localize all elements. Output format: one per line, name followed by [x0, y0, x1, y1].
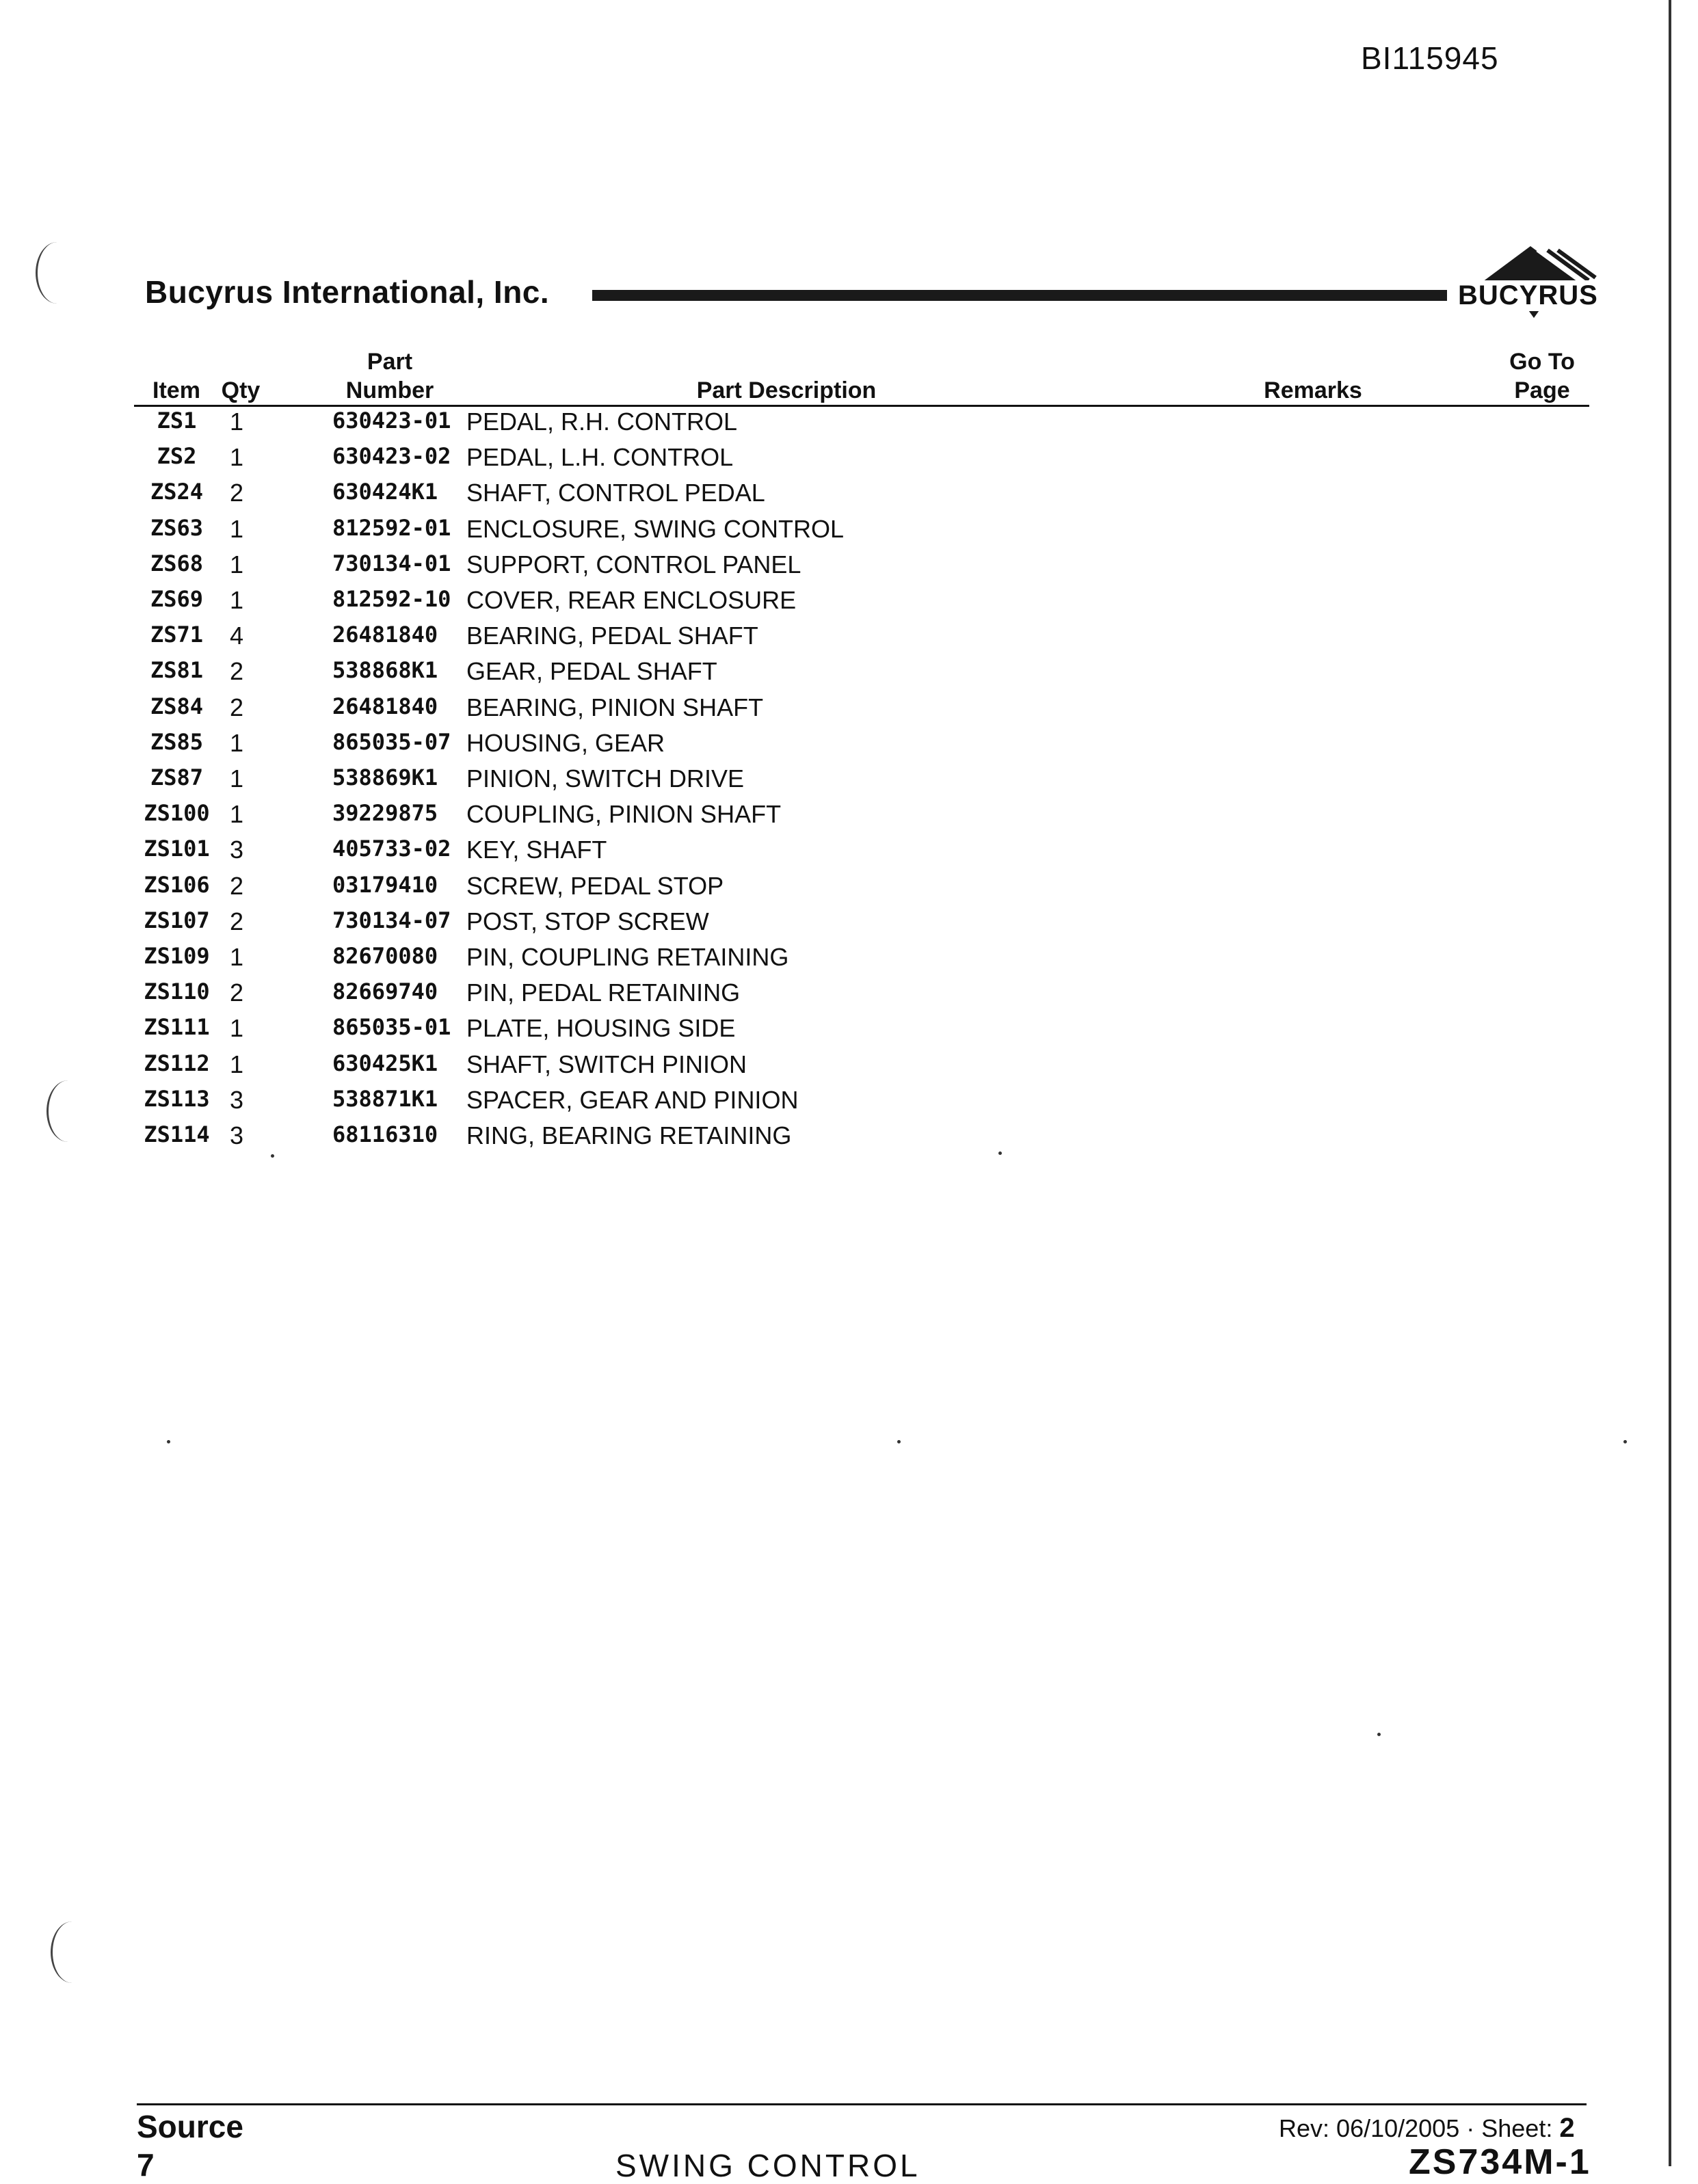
table-row — [134, 479, 1570, 514]
table-row — [134, 729, 1570, 764]
table-row — [134, 1050, 1570, 1086]
scan-speck — [167, 1440, 170, 1443]
description-cell: GEAR, PEDAL SHAFT — [466, 657, 717, 686]
item-cell: ZS85 — [150, 728, 204, 755]
table-row — [134, 550, 1570, 586]
column-header-qty: Qty — [221, 377, 261, 403]
item-cell: ZS69 — [150, 586, 204, 612]
item-cell: ZS87 — [150, 764, 204, 790]
description-cell: ENCLOSURE, SWING CONTROL — [466, 514, 845, 543]
table-row — [134, 764, 1570, 800]
sheet-label: Sheet: — [1481, 2114, 1553, 2142]
qty-cell: 3 — [229, 1085, 244, 1114]
qty-cell: 2 — [229, 978, 244, 1007]
description-cell: SPACER, GEAR AND PINION — [466, 1085, 799, 1114]
rev-label: Rev: — [1279, 2114, 1330, 2142]
qty-cell: 1 — [229, 764, 244, 793]
item-cell: ZS2 — [157, 443, 197, 470]
qty-cell: 1 — [229, 943, 244, 971]
column-header-goto-line2: Page — [1514, 377, 1570, 403]
binder-hole-mark — [47, 1080, 90, 1142]
table-row — [134, 943, 1570, 978]
description-cell: RING, BEARING RETAINING — [466, 1121, 792, 1149]
qty-cell: 1 — [229, 514, 244, 543]
document-id: BI115945 — [1361, 40, 1499, 76]
qty-cell: 1 — [229, 1050, 244, 1078]
part-number-cell: 865035-01 — [332, 1014, 451, 1041]
column-header-go-to-page — [1491, 347, 1593, 405]
column-header-part-line1: Part — [367, 349, 413, 375]
drawing-number: ZS734M-1 — [1409, 2142, 1591, 2182]
table-row — [134, 1014, 1570, 1050]
description-cell: BEARING, PINION SHAFT — [466, 693, 764, 721]
item-cell: ZS100 — [144, 800, 210, 827]
description-cell: SUPPORT, CONTROL PANEL — [466, 550, 801, 578]
table-row — [134, 800, 1570, 836]
part-number-cell: 26481840 — [332, 693, 438, 719]
description-cell: PINION, SWITCH DRIVE — [466, 764, 745, 793]
description-cell: SHAFT, CONTROL PEDAL — [466, 479, 765, 507]
item-cell: ZS112 — [144, 1050, 210, 1076]
scan-speck — [897, 1440, 901, 1443]
column-header-part-line2: Number — [345, 377, 434, 403]
source-block — [137, 2107, 260, 2184]
part-number-cell: 630423-01 — [332, 408, 451, 434]
qty-cell: 4 — [229, 622, 244, 650]
binder-hole-mark — [51, 1921, 94, 1983]
description-cell: PIN, COUPLING RETAINING — [466, 943, 789, 971]
item-cell: ZS71 — [150, 622, 204, 648]
table-row — [134, 443, 1570, 479]
qty-cell: 1 — [229, 443, 244, 472]
item-cell: ZS81 — [150, 657, 204, 684]
table-row — [134, 836, 1570, 871]
table-row — [134, 515, 1570, 550]
qty-cell: 1 — [229, 408, 244, 436]
table-row — [134, 978, 1570, 1014]
part-number-cell: 68116310 — [332, 1121, 438, 1147]
part-number-cell: 630425K1 — [332, 1050, 438, 1076]
qty-cell: 1 — [229, 550, 244, 578]
part-number-cell: 730134-07 — [332, 907, 451, 933]
scan-edge-line — [1669, 0, 1671, 2166]
binder-hole-mark — [36, 242, 79, 304]
table-row — [134, 622, 1570, 657]
qty-cell: 2 — [229, 693, 244, 721]
column-header-description: Part Description — [696, 377, 877, 403]
column-header-item: Item — [152, 377, 200, 403]
column-header-part-number — [328, 347, 451, 405]
item-cell: ZS114 — [144, 1121, 210, 1147]
item-cell: ZS110 — [144, 978, 210, 1005]
section-title: SWING CONTROL — [615, 2148, 920, 2183]
scan-speck — [1377, 1733, 1381, 1736]
qty-cell: 1 — [229, 1014, 244, 1043]
item-cell: ZS63 — [150, 514, 204, 541]
qty-cell: 2 — [229, 907, 244, 935]
column-header-remarks: Remarks — [1264, 377, 1362, 403]
bucyrus-logo-text: BUCYRUS — [1455, 280, 1601, 311]
table-row — [134, 872, 1570, 907]
qty-cell: 1 — [229, 800, 244, 829]
qty-cell: 2 — [229, 479, 244, 507]
description-cell: PIN, PEDAL RETAINING — [466, 978, 741, 1007]
scan-speck — [1623, 1440, 1627, 1443]
item-cell: ZS101 — [144, 836, 210, 862]
part-number-cell: 03179410 — [332, 871, 438, 898]
rev-date: 06/10/2005 — [1336, 2114, 1460, 2142]
part-number-cell: 865035-07 — [332, 728, 451, 755]
item-cell: ZS84 — [150, 693, 204, 719]
footer-rule — [137, 2103, 1587, 2105]
item-cell: ZS68 — [150, 550, 204, 576]
description-cell: SCREW, PEDAL STOP — [466, 871, 724, 900]
description-cell: PLATE, HOUSING SIDE — [466, 1014, 736, 1043]
description-cell: COUPLING, PINION SHAFT — [466, 800, 782, 829]
item-cell: ZS24 — [150, 479, 204, 505]
revision-info: Rev: 06/10/2005 · Sheet: 2 — [1279, 2113, 1575, 2143]
source-label: Source — [137, 2109, 243, 2144]
description-cell: KEY, SHAFT — [466, 836, 607, 864]
table-row — [134, 693, 1570, 729]
part-number-cell: 26481840 — [332, 622, 438, 648]
qty-cell: 1 — [229, 586, 244, 614]
qty-cell: 3 — [229, 836, 244, 864]
item-cell: ZS107 — [144, 907, 210, 933]
qty-cell: 2 — [229, 871, 244, 900]
header-underline — [134, 405, 1589, 407]
source-value: 7 — [137, 2147, 155, 2183]
description-cell: POST, STOP SCREW — [466, 907, 709, 935]
item-cell: ZS111 — [144, 1014, 210, 1041]
description-cell: BEARING, PEDAL SHAFT — [466, 622, 758, 650]
item-cell: ZS1 — [157, 408, 197, 434]
part-number-cell: 730134-01 — [332, 550, 451, 576]
company-name: Bucyrus International, Inc. — [145, 274, 550, 310]
item-cell: ZS113 — [144, 1085, 210, 1112]
qty-cell: 3 — [229, 1121, 244, 1149]
description-cell: COVER, REAR ENCLOSURE — [466, 586, 797, 614]
description-cell: SHAFT, SWITCH PINION — [466, 1050, 747, 1078]
part-number-cell: 812592-01 — [332, 514, 451, 541]
part-number-cell: 39229875 — [332, 800, 438, 827]
description-cell: PEDAL, R.H. CONTROL — [466, 408, 738, 436]
header-rule-bar — [592, 290, 1447, 301]
item-cell: ZS109 — [144, 943, 210, 969]
description-cell: PEDAL, L.H. CONTROL — [466, 443, 734, 472]
qty-cell: 2 — [229, 657, 244, 686]
part-number-cell: 630423-02 — [332, 443, 451, 470]
part-number-cell: 812592-10 — [332, 586, 451, 612]
part-number-cell: 405733-02 — [332, 836, 451, 862]
part-number-cell: 538871K1 — [332, 1085, 438, 1112]
table-row — [134, 408, 1570, 443]
table-row — [134, 1121, 1570, 1157]
part-number-cell: 630424K1 — [332, 479, 438, 505]
description-cell: HOUSING, GEAR — [466, 728, 665, 757]
qty-cell: 1 — [229, 728, 244, 757]
item-cell: ZS106 — [144, 871, 210, 898]
part-number-cell: 82669740 — [332, 978, 438, 1005]
table-row — [134, 657, 1570, 693]
sheet-number: 2 — [1559, 2113, 1575, 2143]
table-row — [134, 1086, 1570, 1121]
column-header-goto-line1: Go To — [1509, 349, 1575, 375]
part-number-cell: 538869K1 — [332, 764, 438, 790]
part-number-cell: 82670080 — [332, 943, 438, 969]
table-row — [134, 586, 1570, 622]
table-row — [134, 907, 1570, 943]
part-number-cell: 538868K1 — [332, 657, 438, 684]
